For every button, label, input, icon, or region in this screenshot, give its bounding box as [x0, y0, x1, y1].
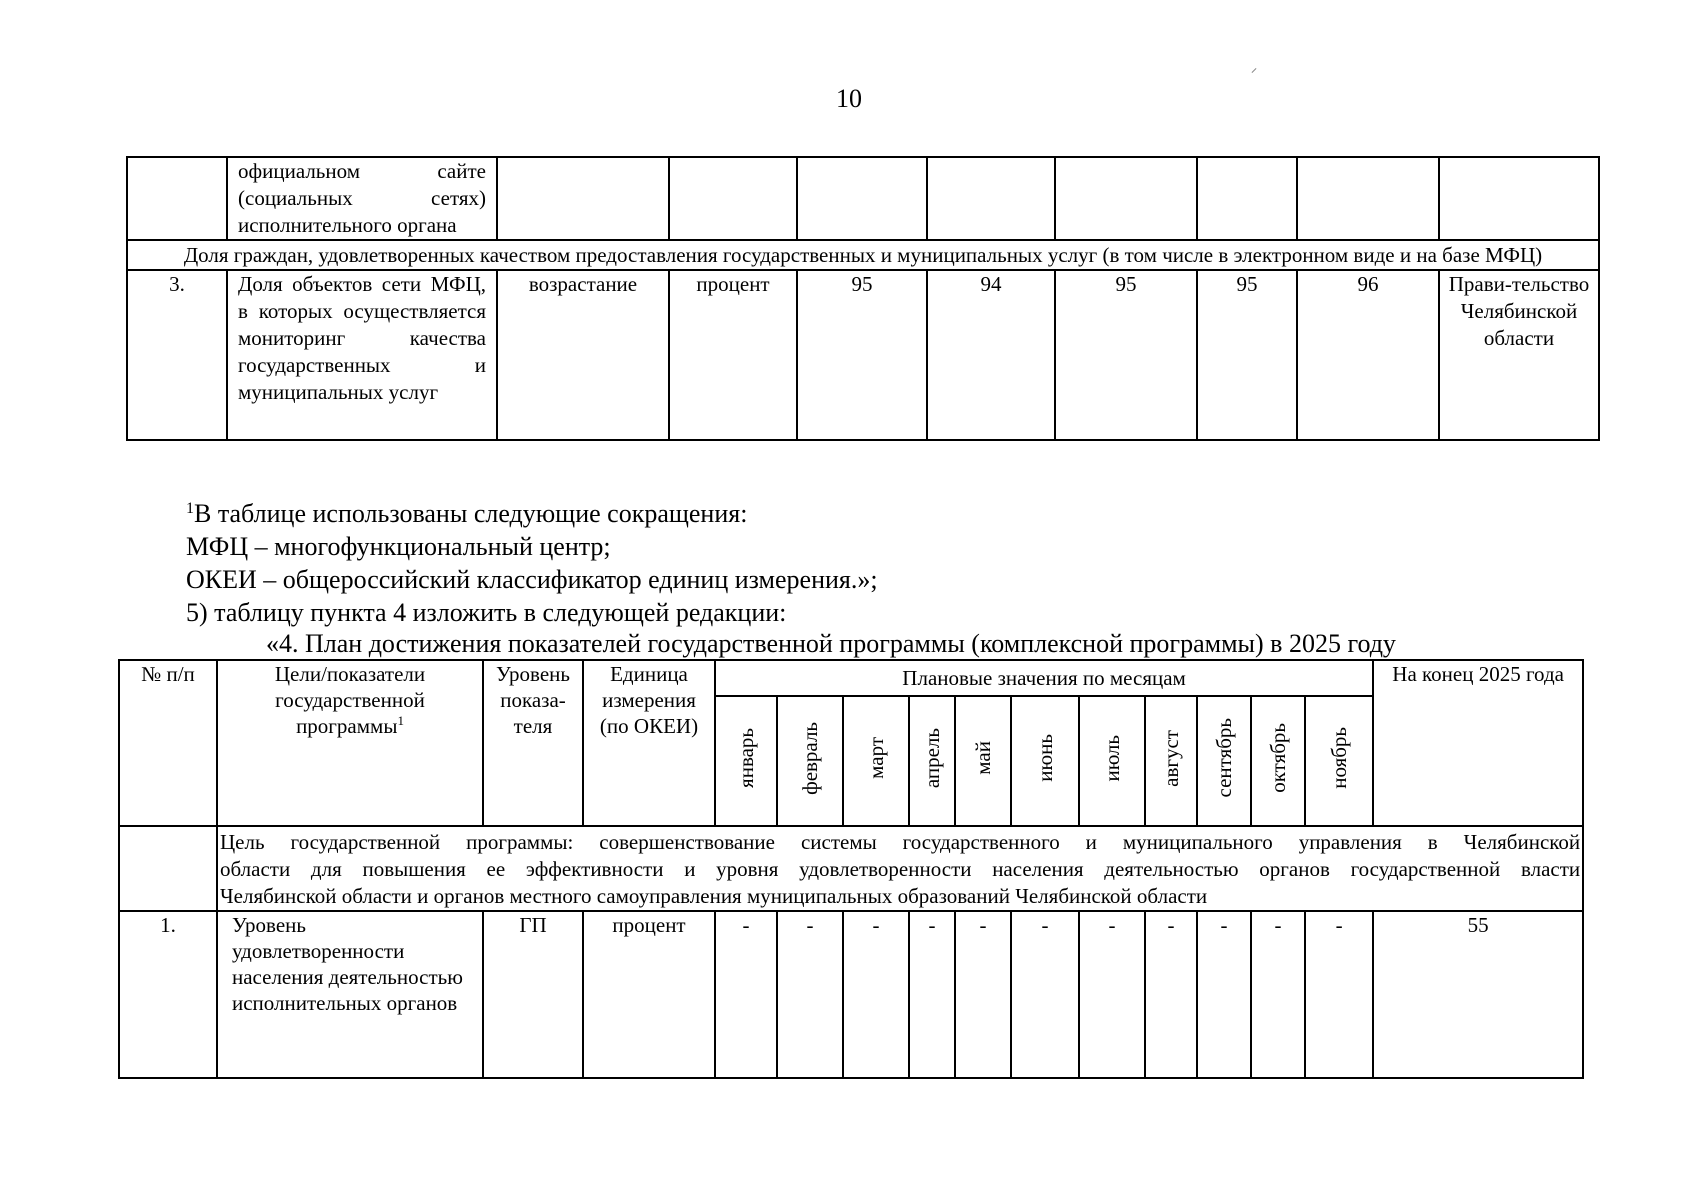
- month-header: февраль: [777, 696, 843, 826]
- num-cell: [127, 157, 227, 240]
- value-cell: 95: [797, 270, 927, 440]
- row-number: 3.: [127, 270, 227, 440]
- indicator-name: Уровень удовлетворенности населения деятельностью исполнительных органов: [217, 911, 483, 1078]
- month-header: июль: [1079, 696, 1145, 826]
- footnote: [186, 497, 1606, 530]
- header-level: Уровень показа-теля: [483, 660, 583, 826]
- value-cell: 95: [1055, 270, 1197, 440]
- indicators-table-continuation: [126, 156, 1600, 441]
- section-title: Доля граждан, удовлетворенных качеством предоставления государственных и муниципальных услуг (в том числе в электронном виде и на базе МФЦ): [127, 240, 1599, 270]
- goal-line: Челябинской области и органов местного самоуправления муниципальных образований Челябинской области: [220, 884, 1208, 908]
- month-header: сентябрь: [1197, 696, 1251, 826]
- month-value: -: [1251, 911, 1305, 1078]
- footnote-marker: 1: [186, 500, 194, 517]
- month-value: -: [1197, 911, 1251, 1078]
- end-of-year-value: 55: [1373, 911, 1583, 1078]
- indicator-name: Доля объектов сети МФЦ, в которых осуществляется мониторинг качества государственных и муниципальных услуг: [227, 270, 497, 440]
- notes-block: [186, 497, 1606, 629]
- indicator-unit: процент: [669, 270, 797, 440]
- month-header: август: [1145, 696, 1197, 826]
- value-cell: 95: [1197, 270, 1297, 440]
- month-value: -: [955, 911, 1011, 1078]
- goal-row: [119, 826, 1583, 911]
- indicator-unit: процент: [583, 911, 715, 1078]
- footnote-intro: В таблице использованы следующие сокращения:: [194, 499, 748, 528]
- amendment-instruction: 5) таблицу пункта 4 изложить в следующей редакции:: [186, 598, 787, 627]
- month-header: ноябрь: [1305, 696, 1373, 826]
- month-header: апрель: [909, 696, 955, 826]
- footnote-ref: 1: [397, 713, 404, 728]
- indicator-level: ГП: [483, 911, 583, 1078]
- header-goals: Цели/показатели государственной программы$^1$: [217, 660, 483, 826]
- month-header: июнь: [1011, 696, 1079, 826]
- indicator-row-3: [127, 270, 1599, 440]
- month-header: январь: [715, 696, 777, 826]
- header-num: № п/п: [119, 660, 217, 826]
- month-value: -: [1145, 911, 1197, 1078]
- goal-line: Цель государственной программы: совершенствование системы государственного и муниципального управления в Челябинской: [220, 830, 1581, 854]
- stray-pen-mark: [1252, 68, 1257, 73]
- header-planned-values: Плановые значения по месяцам: [715, 660, 1373, 696]
- month-value: -: [1011, 911, 1079, 1078]
- month-value: -: [1079, 911, 1145, 1078]
- responsible-body: Прави-тельство Челябинской области: [1439, 270, 1599, 440]
- abbreviation-line: ОКЕИ – общероссийский классификатор единиц измерения.»;: [186, 565, 878, 594]
- month-header: март: [843, 696, 909, 826]
- goal-line: области для повышения ее эффективности и уровня удовлетворенности населения деятельностью органов государственной власти: [220, 857, 1581, 881]
- continuation-row: [127, 157, 1599, 240]
- plan-table: [118, 659, 1584, 1079]
- header-unit: Единица измерения (по ОКЕИ): [583, 660, 715, 826]
- month-header: октябрь: [1251, 696, 1305, 826]
- month-value: -: [715, 911, 777, 1078]
- month-value: -: [1305, 911, 1373, 1078]
- abbreviation-line: МФЦ – многофункциональный центр;: [186, 532, 611, 561]
- header-end-of-year: На конец 2025 года: [1373, 660, 1583, 826]
- header-row-1: [119, 660, 1583, 696]
- month-value: -: [909, 911, 955, 1078]
- value-cell: 96: [1297, 270, 1439, 440]
- program-goal: [217, 826, 1583, 911]
- indicator-name-cell: официальном сайте (социальных сетях) исполнительного органа: [227, 157, 497, 240]
- page-number: 10: [836, 84, 862, 113]
- month-value: -: [843, 911, 909, 1078]
- section-title-row: [127, 240, 1599, 270]
- month-header: май: [955, 696, 1011, 826]
- indicator-direction: возрастание: [497, 270, 669, 440]
- value-cell: 94: [927, 270, 1055, 440]
- indicator-row-1: [119, 911, 1583, 1078]
- plan-table-title: «4. План достижения показателей государственной программы (комплексной программы) в 2025 году: [266, 629, 1396, 658]
- month-value: -: [777, 911, 843, 1078]
- row-number: 1.: [119, 911, 217, 1078]
